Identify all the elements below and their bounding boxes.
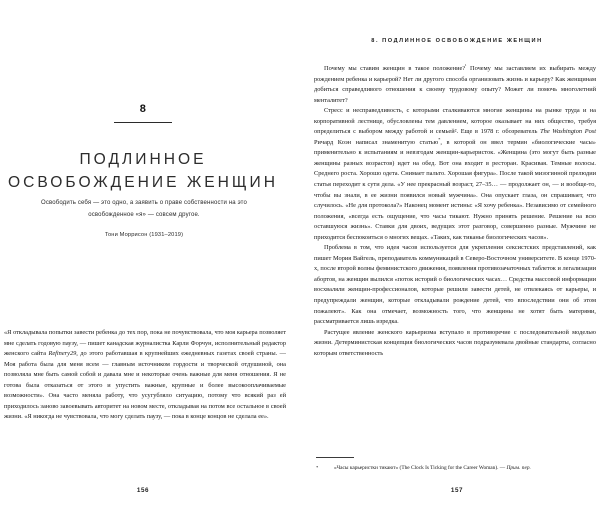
footnote-marker: * [316,465,319,471]
chapter-number: 8 [139,103,147,115]
footnote-text: «Часы карьеристки тикают» (The Clock Is Ticking for the Career Woman). — Прим. пер. [334,465,531,472]
chapter-title: ПОДЛИННОЕ ОСВОБОЖДЕНИЕ ЖЕНЩИН [8,151,278,191]
body-paragraph: Проблема в том, что идея часов используется для укрепления сексистских представлений, как пишет Мория Вайгель, преподаватель коммуникаций в Северо-Восточном университете. В конце 1970-х, после второй волны феминистского движения, появления противозачаточных таблеток и легализации абортов, на женщин вылился «поток историй о биологических часах… Средства массовой информации восхваляли женщин-профессионалов, которые решили завести детей, не отвлекаясь от карьеры, и предупреждали женщин, которые откладывали рождение детей, что впоследствии они об этом пожалеют». Как она отмечает, возможность того, что женщины не хотят быть матерями, рассматривается лишь изредка. [314,244,596,326]
right-page-body [314,64,596,359]
body-paragraph: Растущее явление женского карьеризма вступало в противоречие с последовательной моделью жизни. Детерминистская концепция биологических часов подразумевала двойные стандарты, согласно которым ответственность [314,328,596,357]
page-number-right: 157 [450,487,464,494]
footnote-block [316,457,594,473]
body-paragraph: Стресс и несправедливость, с которыми сталкиваются многие женщины на рынке труда и на корпоративной лестнице, обусловлены тем давлением, которое оказывает на них общество, требуя определиться с выбором между работой и семьей². Еще в 1978 г. обозреватель The Washington Post Ричард Коэн написал знаменитую статью*, в которой он ввел термин «биологические часы» применительно к испытаниям и невзгодам женщин-карьеристок. «Женщина (это могут быть разные женщины разных возрастов) идет на обед. Вот она входит в ресторан. Красивая. Темные волосы. Среднего роста. Хорошо одета. Снимает пальто. Хорошая фигура». После такой мизогинной прелюдии статья переходит к сути дела. «У нее прекрасный возраст, 27–35… — продолжает он, — и вообще-то, чтобы вы знали, в ее жизни появился новый мужчина». Она опускает глаза, он спрашивает, что случилось. «Не для протокола?» Наконец момент истины: «Я хочу ребенка». Независимо от семейного положения, «всегда есть ощущение, что часы тикают. Нужно принять решение. Решение на всю оставшуюся жизнь». Ставки для двоих, ведущих этот разговор, совершенно разные. Мужчине не приходится беспокоиться о многих вещах. «Таких, как тиканье биологических часов». [314,107,596,241]
page-number-left: 156 [136,487,150,494]
chapter-opener [0,104,286,194]
running-header: 8. ПОДЛИННОЕ ОСВОБОЖДЕНИЕ ЖЕНЩИН [371,38,543,44]
left-page-body [4,328,286,423]
right-page [300,0,600,511]
epigraph-block [26,198,262,241]
footnote-row [316,464,594,473]
body-paragraph: «Я откладывала попытки завести ребенка до тех пор, пока не почувствовала, что моя карьера позволяет мне сделать годовую паузу, — пишет канадская журналистка Карли Форчун, исполнительный редактор женского сайта Refinery29, до этого работавшая в крупнейших ежедневных газетах своей страны. — Моя работа была для меня всем — главным источником гордости и творческой отдушиной, она позволяла мне быть самой собой и давала мне и некоторые очень важные для меня отношения. Я не готова была отказаться от этого и упустить важные, крупные и более высокооплачиваемые возможности». Она часто меняла работу, что усугубляло ситуацию, потому что всякий раз ей приходилось заново завоевывать авторитет на новом месте, откладывая на потом все остальное в своей жизни. «Я никогда не чувствовала, что могу сделать паузу, — пока в конце концов не сделала ее». [4,329,286,421]
epigraph-attribution: Тони Моррисон (1931–2019) [104,232,184,239]
footnote-separator-rule [316,457,354,458]
chapter-divider-rule [114,122,172,123]
body-paragraph: Почему мы ставим женщин в такое положение?$^{^1}$ Почему мы заставляем их выбирать между рождением ребенка и карьерой? Нет ли другого способа организовать жизнь и карьеру? Как женщинам добиться справедливого отношения к своему трудовому опыту? Может ли помочь многолетний менталитет? [314,62,596,104]
epigraph-quote: Освободить себя — это одно, а заявить о праве собственности на это освобожденное «я» — совсем другое. [41,200,247,218]
